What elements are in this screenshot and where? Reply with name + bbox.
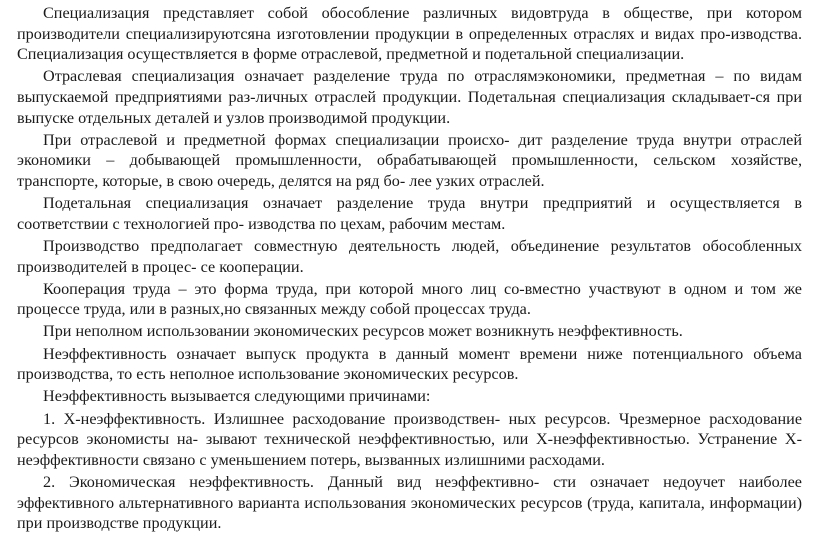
paragraph-economic-inefficiency: 2. Экономическая неэффективность. Данный вид неэффективно- сти означает недоучет наиболее эффективного альтернативного варианта использования экономических ресурсов (труда, капитала, информации) при производстве продукции. — [17, 473, 802, 533]
paragraph-x-inefficiency: 1. Х-неэффективность. Излишнее расходование производствен- ных ресурсов. Чрезмерное расходование ресурсов экономисты на- зывают технической неэффективностью, или Х-неэффективностью. Устранение Х-неэффективности связано с уменьшением потерь, вызванных излишними расходами. — [17, 409, 802, 469]
paragraph-inefficiency-causes: Неэффективность вызывается следующими причинами: — [43, 387, 431, 406]
paragraph-detail-specialization: Подетальная специализация означает разделение труда внутри предприятий и осуществляется в соответствии с технологией про- изводства по цехам, рабочим местам. — [17, 194, 802, 233]
paragraph-inefficiency-intro: При неполном использовании экономических ресурсов может возникнуть неэффективность. — [43, 322, 683, 341]
paragraph-sectoral-specialization: Отраслевая специализация означает разделение труда по отраслямэкономики, предметная – по видам выпускаемой предприятиями раз-личных отраслей продукции. Подетальная специализация складывает-ся при выпуске отдельных деталей и узлов производимой продукции. — [17, 67, 802, 127]
paragraph-sectoral-subject-forms: При отраслевой и предметной формах специализации происхо- дит разделение труда внутри отраслей экономики – добывающей промышленности, обрабатывающей промышленности, сельском хозяйстве, транспорте, которые, в свою очередь, делятся на ряд бо- лее узких отраслей. — [17, 130, 802, 190]
paragraph-labor-cooperation: Кооперация труда – это форма труда, при которой много лиц со-вместно участвуют в одном и том же процессе труда, или в разных,но связанных между собой процессах труда. — [17, 279, 802, 319]
paragraph-inefficiency-definition: Неэффективность означает выпуск продукта в данный момент времени ниже потенциального объема производства, то есть неполное использование экономических ресурсов. — [17, 344, 802, 384]
paragraph-production-cooperation: Производство предполагает совместную деятельность людей, объединение результатов обособленных производителей в процес- се кооперации. — [17, 236, 802, 276]
paragraph-specialization-definition: Специализация представляет собой обособление различных видовтруда в обществе, при котором производители специализируютсяна изготовлении продукции в определенных отраслях и видах про-изводства. Специализация осуществляется в форме отраслевой, предметной и подетальной специализации. — [17, 4, 802, 64]
